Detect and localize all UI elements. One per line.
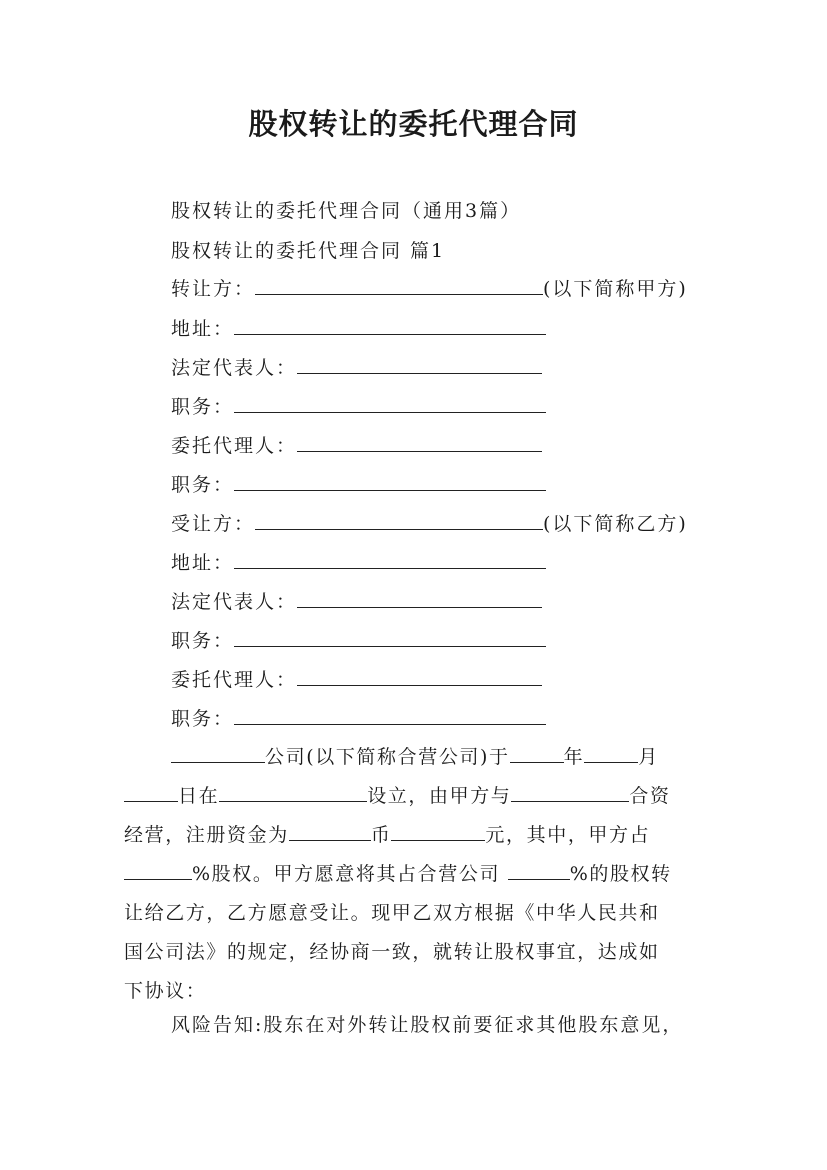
party-a-agent-blank[interactable] [297,433,542,452]
body-text: 元，其中，甲方占 [485,824,651,846]
body-line-7: 下协议： [124,980,207,1002]
body-text: 公司(以下简称合营公司)于 [265,746,510,768]
field-label: 地址： [171,318,235,340]
party-b-agent-position-blank[interactable] [234,706,546,725]
body-line-5: 让给乙方，乙方愿意受让。现甲乙双方根据《中华人民共和 [124,902,660,924]
currency-blank[interactable] [289,822,371,841]
body-text: 月 [638,746,659,768]
party-b-agent-position-row [171,706,546,732]
body-line-6: 国公司法》的规定，经协商一致，就转让股权事宜，达成如 [124,941,660,963]
partner-blank[interactable] [511,783,629,802]
capital-blank[interactable] [391,822,485,841]
field-label: 职务： [171,396,235,418]
body-line-2 [124,777,704,816]
risk-notice: 风险告知:股东在对外转让股权前要征求其他股东意见， [171,1014,684,1036]
party-a-agent-position-blank[interactable] [234,472,546,491]
party-b-address-blank[interactable] [234,550,546,569]
party-a-row [171,276,688,302]
party-a-blank[interactable] [255,276,543,295]
field-label: 法定代表人： [171,357,298,379]
party-b-row [171,511,688,537]
body-text: 币 [370,824,392,846]
transfer-percent-blank[interactable] [508,861,570,880]
party-b-address-row [171,550,546,576]
section-heading: 股权转让的委托代理合同 篇1 [171,240,446,262]
party-b-legal-rep-row [171,589,542,615]
party-b-blank[interactable] [255,511,543,530]
party-a-address-row [171,316,546,342]
body-text: 年 [563,746,585,768]
document-title: 股权转让的委托代理合同 [248,107,579,141]
party-a-agent-row [171,433,542,459]
field-label: 委托代理人： [171,669,298,691]
body-text: %股权。甲方愿意将其占合营公司 [192,863,508,885]
party-b-position-blank[interactable] [234,628,546,647]
company-blank[interactable] [171,744,265,763]
body-text: 设立，由甲方与 [367,785,512,807]
document-subtitle: 股权转让的委托代理合同（通用3篇） [171,200,522,222]
party-a-suffix: (以下简称甲方) [543,278,688,300]
party-a-address-blank[interactable] [234,316,546,335]
party-b-label: 受让方： [171,513,256,535]
body-line-3 [124,816,704,855]
month-blank[interactable] [584,744,638,763]
party-b-position-row [171,628,546,654]
share-percent-blank[interactable] [124,861,192,880]
party-a-position-blank[interactable] [234,394,546,413]
body-paragraph [124,738,704,1011]
field-label: 职务： [171,630,235,652]
party-b-agent-blank[interactable] [297,667,542,686]
body-text: 经营，注册资金为 [124,824,289,846]
party-a-agent-position-row [171,472,546,498]
field-label: 法定代表人： [171,591,298,613]
party-b-legal-rep-blank[interactable] [297,589,542,608]
field-label: 委托代理人： [171,435,298,457]
party-a-label: 转让方： [171,278,256,300]
field-label: 职务： [171,708,235,730]
body-text: %的股权转 [569,863,672,885]
field-label: 地址： [171,552,235,574]
body-text: 日在 [178,785,220,807]
party-a-position-row [171,394,546,420]
year-blank[interactable] [510,744,564,763]
body-text: 合资 [629,785,671,807]
party-b-suffix: (以下简称乙方) [543,513,688,535]
field-label: 职务： [171,474,235,496]
place-blank[interactable] [219,783,367,802]
party-b-agent-row [171,667,542,693]
party-a-legal-rep-blank[interactable] [297,355,542,374]
party-a-legal-rep-row [171,355,542,381]
body-line-4 [124,855,704,894]
day-blank[interactable] [124,783,178,802]
body-line-1 [124,738,704,777]
